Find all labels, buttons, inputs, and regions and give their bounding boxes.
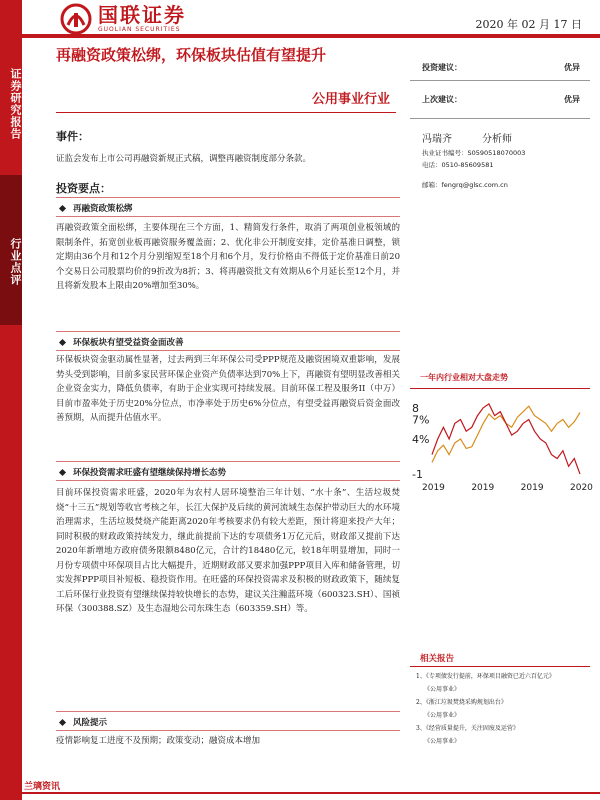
y-tick-label: -1 — [412, 468, 423, 482]
section-head: 环保板块有望受益资金面改善 — [60, 336, 184, 348]
brand-name-cn: 国联证券 — [98, 3, 186, 27]
rating-divider — [410, 80, 590, 81]
rating-label: 投资建议： — [422, 63, 462, 72]
related-report-item[interactable]: 1、《专项债发行提前，环保项目融资已近六百亿元》 — [416, 673, 555, 680]
section-divider — [56, 730, 400, 731]
x-tick-label: 2019 — [520, 483, 544, 493]
bullet-icon — [59, 338, 66, 345]
prev-rating-value: 优异 — [564, 95, 580, 104]
related-list — [416, 670, 586, 748]
x-tick-label: 2020 — [570, 483, 593, 493]
title-divider — [56, 112, 396, 113]
analyst-email[interactable]: 邮箱：fengrq@glsc.com.cn — [422, 181, 508, 189]
section-divider — [56, 197, 400, 198]
brand-logo — [60, 2, 230, 36]
section-divider — [56, 711, 400, 712]
section-body: 再融资政策全面松绑，主要体现在三个方面，1、精简发行条件，取消了两项创业板领域的限制条件，拓宽创业板再融资服务覆盖面；2、优化非公开制度安排，定价基准日调整，锁定期由36个月和12个月分别缩短至18个月和6个月，发行价格由不得低于定价基准日前20个交易日公司股票均价的9折改为8折；3、将再融资批文有效期从6个月延长至12个月，并且将新发股本上限由20%增加至30%。 — [56, 223, 400, 291]
brand-name-en: GUOLIAN SECURITIES — [98, 26, 181, 33]
rating-value: 优异 — [564, 63, 580, 72]
report-title: 再融资政策松绑，环保板块估值有望提升 — [56, 46, 327, 64]
section-divider — [56, 461, 400, 462]
side-bar — [0, 0, 22, 800]
section-divider — [56, 350, 400, 351]
points-label: 投资要点： — [56, 182, 111, 195]
section-body: 环保板块资金驱动属性显著，过去两到三年环保公司受PPP规范及融资困境双重影响，发展势头受到影响，目前多家民营环保企业资产负债率达到70%上下，再融资有望明显改善相关企业资金实力，降低负债率，有助于企业实现可持续发展。目前环保工程及服务II（中万）目前市盈率处于历史20%分位点，市净率处于历史6%分位点，有望受益再融资后资金面改善预期，从而提升估值水平。 — [56, 355, 400, 423]
section-head: 环保投资需求旺盛有望继续保持增长态势 — [60, 466, 226, 478]
x-tick-label: 2019 — [422, 483, 445, 493]
series-line-1 — [432, 404, 580, 474]
chart-divider — [410, 388, 590, 389]
related-title: 相关报告 — [420, 654, 455, 664]
related-report-item[interactable]: 《公用事业》 — [424, 686, 461, 693]
section-body: 目前环保投资需求旺盛，2020年为农村人居环境整治三年计划、“水十条”、生活垃圾焚烧“十三五”规划等收官考核之年，长江大保护及后续的黄河流域生态保护带动巨大的水环境治理需求，生活垃圾焚烧产能距离2020年考核要求仍有较大差距，预计将迎来投产大年；同时积极的财政政策持续发力，继此前提前下达的专项债务1万亿元后，财政部又提前下达2020年新增地方政府债务限额8480亿元，合计约18480亿元，较18年明显增加，同时一月份专项债中环保项目占比大幅提升，近期财政部又要求加强PPP项目入库和储备管理，切实发挥PPP项目补短板、稳投资作用。在旺盛的环保投资需求及积极的财政政策下，随续复工后环保行业投资有望继续保持较快增长的态势，建议关注瀚蓝环境（600323.SH）、国祯环保（300388.SZ）及生态湿地公司东珠生态（603359.SH）等。 — [56, 488, 400, 614]
section-divider — [56, 331, 400, 332]
section-divider — [56, 216, 400, 217]
report-date: 2020 年 02 月 17 日 — [475, 18, 582, 31]
prev-rating-divider — [410, 118, 590, 119]
section-head: 风险提示 — [60, 716, 107, 728]
side-label-mid: 行业点评 — [9, 238, 22, 286]
analyst-phone: 电话：0510-85609581 — [422, 161, 494, 169]
bullet-icon — [59, 204, 66, 211]
related-report-item[interactable]: 《公用事业》 — [424, 712, 461, 719]
analyst-name: 冯瑞齐 — [422, 134, 452, 145]
rating-row — [422, 62, 580, 73]
y-tick-label: 4% — [412, 433, 430, 446]
event-text: 证监会发布上市公司再融资新规正式稿，调整再融资制度部分条款。 — [56, 154, 312, 164]
related-report-item[interactable]: 2、《浙江垃圾焚烧采购规划出台》 — [416, 699, 507, 706]
side-label-top: 证券研究报告 — [9, 68, 22, 140]
series-line-0 — [432, 406, 580, 462]
prev-rating-label: 上次建议： — [422, 95, 462, 104]
brand-logo-icon — [60, 3, 92, 35]
event-label: 事件： — [56, 130, 89, 143]
related-report-item[interactable]: 《公用事业》 — [424, 738, 461, 745]
chart-title: 一年内行业相对大盘走势 — [420, 373, 508, 382]
header-rule — [22, 34, 600, 38]
analyst-role: 分析师 — [482, 134, 512, 145]
x-tick-label: 2019 — [471, 483, 495, 493]
section-body: 疫情影响复工进度不及预期；政策变动；融资成本增加 — [56, 736, 261, 746]
related-divider — [410, 666, 590, 667]
relative-performance-chart — [410, 394, 593, 493]
section-divider — [56, 480, 400, 481]
y-tick-label: 7% — [412, 413, 430, 427]
analyst-license: 执业证书编号：S0590518070003 — [422, 149, 526, 157]
section-head: 再融资政策松绑 — [60, 202, 133, 214]
industry-label: 公用事业行业 — [311, 92, 390, 107]
analyst-block — [422, 130, 592, 193]
bullet-icon — [59, 468, 66, 475]
footer-rule — [22, 792, 600, 794]
related-report-item[interactable]: 3、《经营质量提升，关注固废及运营》 — [416, 725, 519, 732]
y-tick-label: 8 — [412, 401, 419, 415]
prev-rating-row — [422, 94, 580, 105]
footer-tag: 兰璃资讯 — [24, 782, 61, 792]
bullet-icon — [59, 718, 66, 725]
